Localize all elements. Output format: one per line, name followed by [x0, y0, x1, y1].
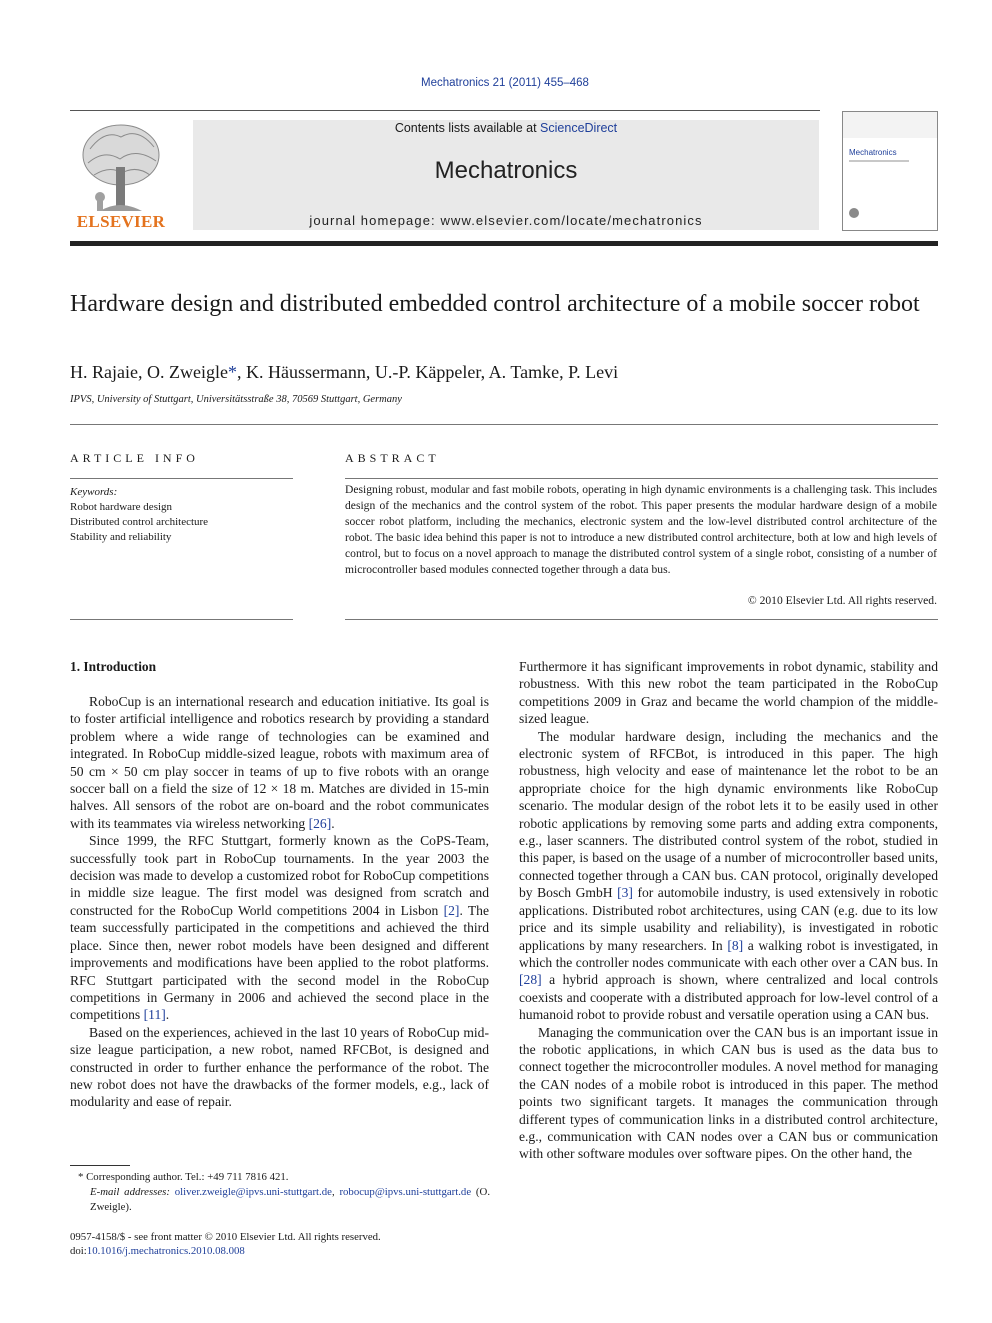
issn-line: 0957-4158/$ - see front matter © 2010 Elsevier Ltd. All rights reserved. — [70, 1231, 381, 1243]
keyword-3: Stability and reliability — [70, 531, 172, 543]
header-rule — [70, 110, 820, 111]
ref-2[interactable]: [2] — [443, 902, 460, 918]
right-paragraph-3: Managing the communication over the CAN bus is an important issue in the robotic applications, in which CAN bus is used as the data bus to connect together the microcontroller modules. A novel method for managing the CAN nodes of a mobile robot is introduced in this paper. The method points two significant targets. It manages the communication through different types of communication links in a distributed control architecture, e.g., communication with CAN nodes over a CAN bus or communication with other software modules over software pipes. On the other hand, the — [519, 1024, 938, 1162]
author-list — [70, 362, 940, 383]
authors-rest: , K. Häussermann, U.-P. Käppeler, A. Tamke, P. Levi — [236, 362, 619, 382]
footnote-mark: * — [78, 1171, 84, 1183]
doi-link[interactable]: 10.1016/j.mechatronics.2010.08.008 — [86, 1245, 245, 1257]
ref-3[interactable]: [3] — [617, 885, 633, 901]
abstract-bottom-rule — [345, 619, 938, 620]
article-info-bottom-rule — [70, 619, 293, 620]
journal-citation: Mechatronics 21 (2011) 455–468 — [421, 77, 589, 89]
email-link-2[interactable]: robocup@ipvs.uni-stuttgart.de — [339, 1186, 472, 1198]
cover-title: Mechatronics — [849, 148, 897, 157]
email-link-1[interactable]: oliver.zweigle@ipvs.uni-stuttgart.de — [174, 1186, 332, 1198]
title-bottom-rule — [70, 424, 938, 425]
cover-subtitle-bar — [849, 160, 909, 162]
contents-prefix: Contents lists available at — [394, 121, 541, 135]
ref-26[interactable]: [26] — [308, 815, 332, 831]
corresponding-author-mark[interactable]: * — [227, 362, 237, 382]
abstract-copyright: © 2010 Elsevier Ltd. All rights reserved. — [747, 594, 937, 607]
right-paragraph-2: The modular hardware design, including the mechanics and the electronic system of RFCBot, is introduced in this paper. The high robustness, high velocity and ease of maintenance let the robot to be an appropriate choice for the high dynamic environments like RoboCup scenario. The modular design of the robot lets it to be easily used in other robotic applications by removing some parts and adding extra components, e.g., laser scanners. The distributed control system of the robot, studied in this paper, is based on the usage of a number of microcontroller based units, connected together through a CAN bus. CAN protocol, originally developed by Bosch GmbH [3] for automobile industry, is used extensively in robotic applications. Distributed robot architectures, using CAN (e.g. due to its low price and its simple usability and reliability), is investigated in robotic applications by many researchers. In [8] a walking robot is investigated, in which the controller nodes communicate with each other over a CAN bus. In [28] a hybrid approach is shown, where centralized and local controls coexists and cooperate with a distributed approach for low-level control of a humanoid robot to provide robust and versatile operation using a CAN bus. — [519, 728, 939, 1023]
elsevier-wordmark: ELSEVIER — [76, 212, 166, 231]
right-paragraph-1: Furthermore it has significant improvements in robot dynamic, stability and robustness. With this new robot the team participated in the RoboCup competitions 2009 in Graz and became the world champion of the middle-sized league. — [519, 659, 938, 727]
article-info-heading: ARTICLE INFO — [70, 451, 199, 465]
footnote-corresponding: * Corresponding author. Tel.: +49 711 7816 421. — [78, 1171, 289, 1183]
doi-line: doi:10.1016/j.mechatronics.2010.08.008 — [70, 1245, 245, 1257]
sciencedirect-link[interactable]: ScienceDirect — [540, 121, 618, 135]
left-paragraph-3: Based on the experiences, achieved in the last 10 years of RoboCup mid-size league participation, a new robot, named RFCBot, is designed and constructed in order to further enhance the performance of the robot. The new robot does not have the drawbacks of the former models, e.g., lack of modularity and ease of repair. — [70, 1024, 489, 1110]
affiliation: IPVS, University of Stuttgart, Universitätsstraße 38, 70569 Stuttgart, Germany — [70, 394, 402, 405]
abstract-text: Designing robust, modular and fast mobile robots, operating in high dynamic environments is a challenging task. This includes design of the mechanics and the control system of the robot. This paper presents the modular hardware design of a mobile soccer robot platform, including the mechanics, electronic system and the low-level distributed control architecture of the robot. The basic idea behind this paper is not to introduce a new distributed control architecture, both at low and high levels of control, but to focus on a novel approach to manage the distributed control system of a single robot, consisting of a number of microcontroller based modules connected together through a data bus. — [345, 483, 937, 576]
abstract-rule — [345, 478, 938, 479]
footnote-rule — [70, 1165, 130, 1166]
journal-homepage[interactable]: journal homepage: www.elsevier.com/locate/mechatronics — [309, 213, 703, 228]
abstract-heading: ABSTRACT — [345, 451, 440, 465]
header-thick-rule — [70, 241, 938, 246]
front-matter — [70, 1230, 570, 1258]
paper-title: Hardware design and distributed embedded control architecture of a mobile soccer robot — [70, 291, 920, 317]
article-info-rule — [70, 478, 293, 479]
keywords-block — [70, 485, 295, 545]
left-paragraph-1: RoboCup is an international research and education initiative. Its goal is to foster artificial intelligence and robotics research by providing a standard problem where a wide range of technologies can be examined and integrated. In RoboCup middle-sized league, robots with maximum area of 50 cm × 50 cm play soccer in teams of up to five robots with an orange soccer ball on a field the size of 12 × 18 m. Matches are divided in 15-min halves. All sensors of the robot are on-board and the robot communicates with its teammates via wireless networking [26]. — [70, 694, 489, 831]
contents-line — [193, 121, 819, 135]
keyword-1: Robot hardware design — [70, 501, 173, 513]
body-left-column — [70, 693, 489, 1111]
keyword-2: Distributed control architecture — [70, 516, 209, 528]
footnote-emails: E-mail addresses: oliver.zweigle@ipvs.uni-stuttgart.de, robocup@ipvs.uni-stuttgart.de (O. Zweigle). — [90, 1186, 491, 1213]
ref-28[interactable]: [28] — [519, 972, 542, 988]
footnote — [70, 1170, 490, 1215]
left-paragraph-2: Since 1999, the RFC Stuttgart, formerly known as the CoPS-Team, successfully took part in RoboCup tournaments. In the year 2003 the decision was made to develop a customized robot for RoboCup competitions in middle size league. The first model was designed from scratch and constructed for the RoboCup World competitions 2004 in Lisbon [2]. The team successfully participated in the competitions and achieved the third place. Since then, newer robot models have been designed and different improvements and modifications have been applied to the robot platforms. RFC Stuttgart participated with the second model in the RoboCup competitions in Germany in 2006 and achieved the second place in the competitions [11]. — [70, 833, 490, 1023]
ref-8[interactable]: [8] — [727, 937, 744, 953]
journal-cover-thumbnail — [842, 111, 938, 231]
cover-logo-mark — [849, 208, 859, 218]
cover-top-band — [843, 112, 937, 138]
ref-11[interactable]: [11] — [143, 1007, 166, 1023]
section-heading-introduction: 1. Introduction — [70, 659, 157, 674]
keywords-label: Keywords: — [70, 486, 118, 498]
authors-first: H. Rajaie, O. Zweigle — [70, 362, 228, 382]
body-right-column — [519, 658, 938, 1163]
journal-title: Mechatronics — [434, 157, 578, 184]
